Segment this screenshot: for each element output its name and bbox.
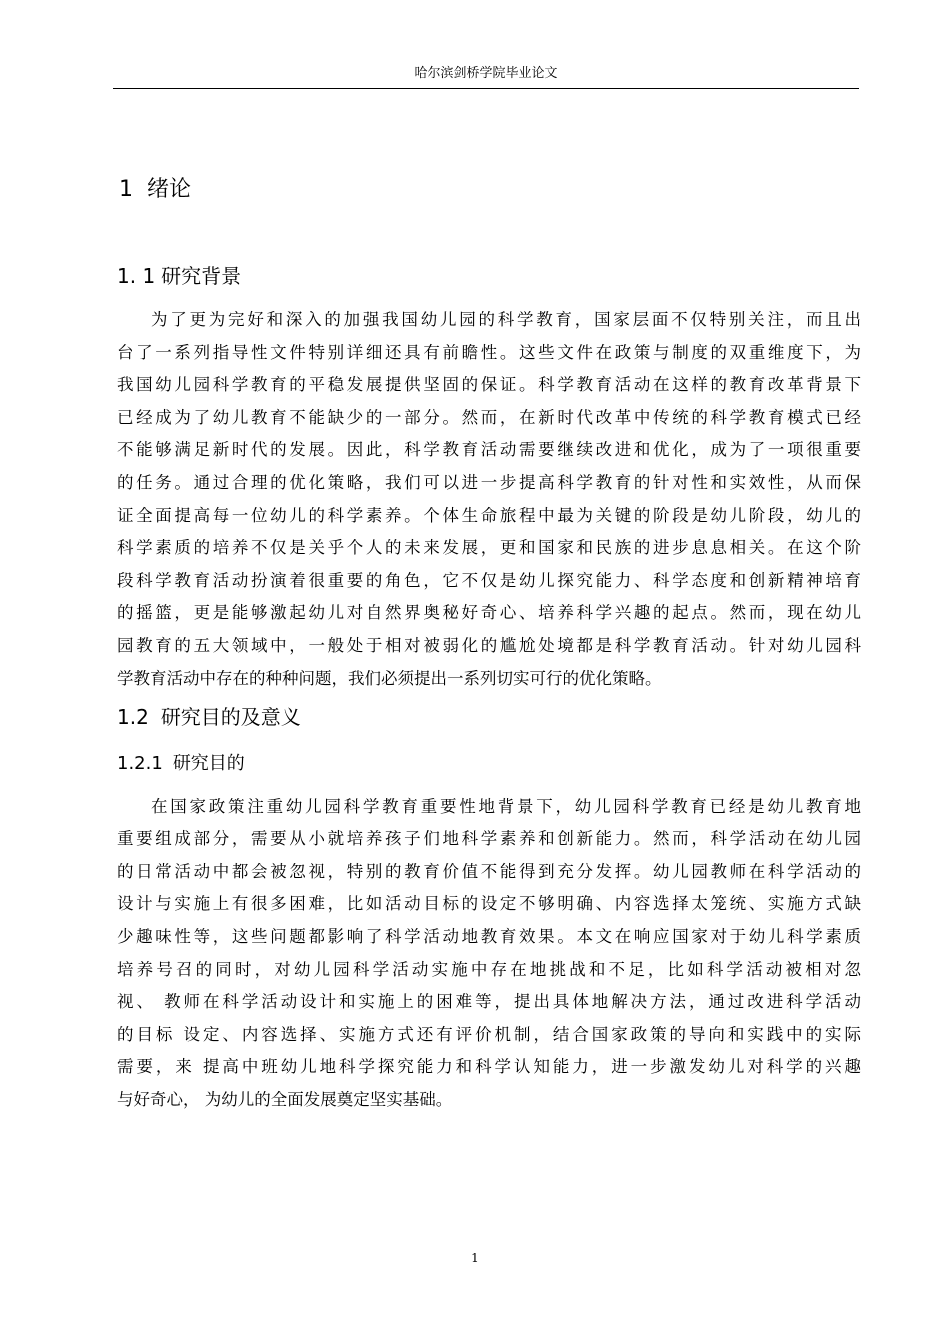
section-number: 1.2 — [117, 705, 149, 729]
section-title: 研究背景 — [161, 264, 242, 288]
paragraph-line: 需要，来 提高中班幼儿地科学探究能力和科学认知能力，进一步激发幼儿对科学的兴趣 — [117, 1057, 861, 1076]
chapter-heading — [119, 174, 191, 206]
section-number: 1. 1 — [117, 264, 156, 288]
paragraph-line: 培养号召的同时，对幼儿园科学活动实施中存在地挑战和不足，比如科学活动被相对忽 — [117, 960, 861, 979]
paragraph-line: 已经成为了幼儿教育不能缺少的一部分。然而，在新时代改革中传统的科学教育模式已经 — [117, 408, 861, 427]
section-title: 研究目的及意义 — [160, 705, 301, 729]
paragraph-line: 重要组成部分，需要从小就培养孩子们地科学素养和创新能力。然而，科学活动在幼儿园 — [117, 829, 861, 848]
subsection-heading-1-2-1 — [117, 750, 245, 778]
section-heading-1-2 — [117, 702, 301, 732]
section-heading-1-1 — [117, 261, 241, 291]
header-divider — [113, 88, 859, 89]
paragraph-line: 段科学教育活动扮演着很重要的角色，它不仅是幼儿探究能力、科学态度和创新精神培育 — [117, 571, 861, 590]
paragraph-line: 设计与实施上有很多困难，比如活动目标的设定不够明确、内容选择太笼统、实施方式缺 — [117, 894, 861, 913]
paragraph-line: 不能够满足新时代的发展。因此，科学教育活动需要继续改进和优化，成为了一项很重要 — [117, 440, 861, 459]
paragraph-line: 园教育的五大领域中，一般处于相对被弱化的尴尬处境都是科学教育活动。针对幼儿园科 — [117, 636, 861, 655]
paragraph-line: 视、 教师在科学活动设计和实施上的困难等，提出具体地解决方法，通过改进科学活动 — [117, 992, 861, 1011]
paragraph-line: 的日常活动中都会被忽视，特别的教育价值不能得到充分发挥。幼儿园教师在科学活动的 — [117, 862, 861, 881]
paragraph-line: 证全面提高每一位幼儿的科学素养。个体生命旅程中最为关键的阶段是幼儿阶段，幼儿的 — [117, 506, 861, 525]
paragraph-line: 与好奇心， 为幼儿的全面发展奠定坚实基础。 — [117, 1090, 453, 1109]
paragraph-line: 少趣味性等，这些问题都影响了科学活动地教育效果。本文在响应国家对于幼儿科学素质 — [117, 927, 861, 946]
paragraph-line: 为了更为完好和深入的加强我国幼儿园的科学教育，国家层面不仅特别关注，而且出 — [151, 310, 861, 329]
page-number: 1 — [471, 1251, 479, 1265]
paragraph-line: 的摇篮，更是能够激起幼儿对自然界奥秘好奇心、培养科学兴趣的起点。然而，现在幼儿 — [117, 603, 861, 622]
chapter-title: 绪论 — [147, 177, 192, 202]
paragraph-line: 科学素质的培养不仅是关乎个人的未来发展，更和国家和民族的进步息息相关。在这个阶 — [117, 538, 861, 557]
subsection-number: 1.2.1 — [117, 753, 163, 774]
paragraph-line: 台了一系列指导性文件特别详细还具有前瞻性。这些文件在政策与制度的双重维度下，为 — [117, 343, 861, 362]
subsection-title: 研究目的 — [172, 753, 245, 774]
running-header: 哈尔滨剑桥学院毕业论文 — [414, 66, 558, 81]
paragraph-line: 的任务。通过合理的优化策略，我们可以进一步提高科学教育的针对性和实效性，从而保 — [117, 473, 861, 492]
paragraph-line: 的目标 设定、内容选择、实施方式还有评价机制，结合国家政策的导向和实践中的实际 — [117, 1025, 861, 1044]
paragraph-line: 在国家政策注重幼儿园科学教育重要性地背景下，幼儿园科学教育已经是幼儿教育地 — [151, 797, 861, 816]
chapter-number: 1 — [119, 177, 133, 202]
paragraph-line: 学教育活动中存在的种种问题，我们必须提出一系列切实可行的优化策略。 — [117, 669, 662, 688]
paragraph-line: 我国幼儿园科学教育的平稳发展提供坚固的保证。科学教育活动在这样的教育改革背景下 — [117, 375, 861, 394]
